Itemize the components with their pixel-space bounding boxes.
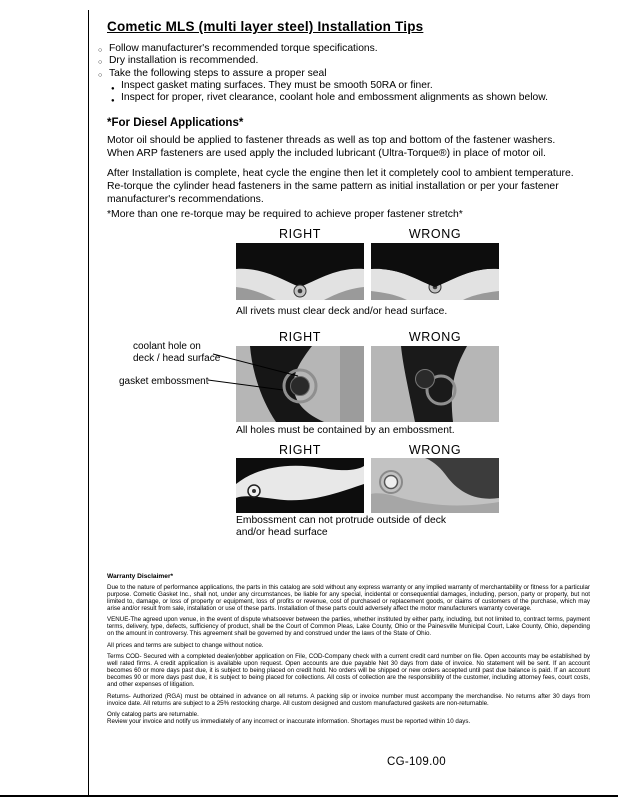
wrong-label: WRONG — [408, 443, 462, 457]
left-border-rule — [88, 10, 89, 796]
diesel-paragraph-2: After Installation is complete, heat cycle the engine then let it completely cool to ambient temperature. Re-torque the cylinder head fasteners in the same pattern as initial installation or per your fastener manufacturer's recommendations. — [107, 168, 574, 205]
warranty-disclaimer — [107, 573, 590, 730]
retorque-note: *More than one re-torque may be required to achieve proper fastener stretch* — [107, 209, 463, 220]
tip-sub-item: ● Inspect for proper, rivet clearance, coolant hole and embossment alignments as shown below. — [110, 92, 593, 104]
diagram-caption-holes: All holes must be contained by an embossment. — [236, 425, 455, 436]
right-label: RIGHT — [279, 443, 321, 457]
tip-item: ○ Take the following steps to assure a proper seal — [98, 68, 593, 80]
embossment-protrusion-right-image — [236, 458, 364, 513]
installation-tips-list — [98, 43, 593, 104]
disclaimer-paragraph: Review your invoice and notify us immediately of any incorrect or inaccurate information. Shortages must be reported within 10 days. — [107, 718, 471, 725]
embossment-protrusion-wrong-image — [371, 458, 499, 513]
diesel-heading: *For Diesel Applications* — [107, 117, 244, 129]
callout-gasket-embossment: gasket embossment — [119, 376, 209, 387]
disclaimer-paragraph: Due to the nature of performance applications, the parts in this catalog are sold without any express warranty or any implied warranty of merchantability or fitness for a particular purpose. Cometic Gasket Inc., shall not, under any circumstances, be liable for any special, incidental or consequential damages, including, person, party or property, but not limited to, damage, or loss of property or equipment, loss of profits or revenue, cost of purchased or replacement goods, or claims of customers of the purchase, which may arise and/or result from sale, installation or use of these parts. Installation of these parts could adversely affect the motor manufacturers warranty coverage. — [107, 583, 590, 612]
diesel-paragraph-1: Motor oil should be applied to fastener threads as well as top and bottom of the fastener washers. When ARP fasteners are used apply the included lubricant (Ultra-Torque®) in place of motor oil. — [107, 135, 556, 159]
tip-item: ○ Dry installation is recommended. — [98, 55, 593, 67]
embossment-containment-wrong-image — [371, 346, 499, 422]
page-title: Cometic MLS (multi layer steel) Installation Tips — [107, 19, 424, 34]
right-label: RIGHT — [279, 330, 321, 344]
wrong-label: WRONG — [408, 330, 462, 344]
wrong-label: WRONG — [408, 227, 462, 241]
tip-item: ○ Follow manufacturer's recommended torque specifications. — [98, 43, 593, 55]
disclaimer-paragraph: All prices and terms are subject to change without notice. — [107, 641, 264, 649]
disclaimer-paragraph: Returns- Authorized (RGA) must be obtained in advance on all returns. A packing slip or invoice number must accompany the merchandise. No returns after 30 days from invoice date. All returns are subject to a 25% restocking charge. All custom designed and custom manufactured gaskets are non-returnable. — [107, 692, 590, 707]
diagram-caption-protrusion: Embossment can not protrude outside of deck and/or head surface — [236, 515, 447, 538]
rivet-clearance-wrong-image — [371, 243, 499, 300]
callout-leader-lines — [205, 350, 305, 395]
disclaimer-paragraph: Only catalog parts are returnable. — [107, 711, 199, 718]
right-label: RIGHT — [279, 227, 321, 241]
disclaimer-paragraph: VENUE-The agreed upon venue, in the event of dispute whatsoever between the parties, whether instituted by either party, including, but not limited to, contract terms, payment terms, delivery, type, defects, sufficiency of product, shall be the Court of Common Pleas, Lake County, Ohio or the Painesville Municipal Court, Lake County, Ohio, depending on the amount in controversy. This agreement shall be governed by and construed under the laws of the State of Ohio. — [107, 616, 590, 637]
disclaimer-heading: Warranty Disclaimer* — [107, 573, 174, 580]
page-code: CG-109.00 — [387, 756, 446, 768]
callout-coolant-line1: coolant hole on — [133, 341, 201, 352]
diagram-caption-rivets: All rivets must clear deck and/or head surface. — [236, 306, 448, 317]
tip-sub-item: ● Inspect gasket mating surfaces. They must be smooth 50RA or finer. — [110, 80, 593, 92]
bottom-border-rule — [0, 795, 618, 797]
rivet-clearance-right-image — [236, 243, 364, 300]
disclaimer-paragraph: Terms COD- Secured with a completed dealer/jobber application on File, COD-Company check with a current credit card number on file. Open accounts may be established by well rated firms. A credit application is available upon request. Open accounts are due payable Net 30 days from date of invoice. No statement will be sent. If an account becomes 60 or more days past due, it is subject to being placed on credit hold. No orders will be shipped or new orders accepted until past due balance is paid. If an account becomes 90 or more days past due, it is subject to being placed for collections. All costs of collection are the responsibility of the customer, including attorney fees, court costs, and other expenses of litigation. — [107, 653, 590, 688]
callout-coolant-line2: deck / head surface — [133, 352, 221, 364]
